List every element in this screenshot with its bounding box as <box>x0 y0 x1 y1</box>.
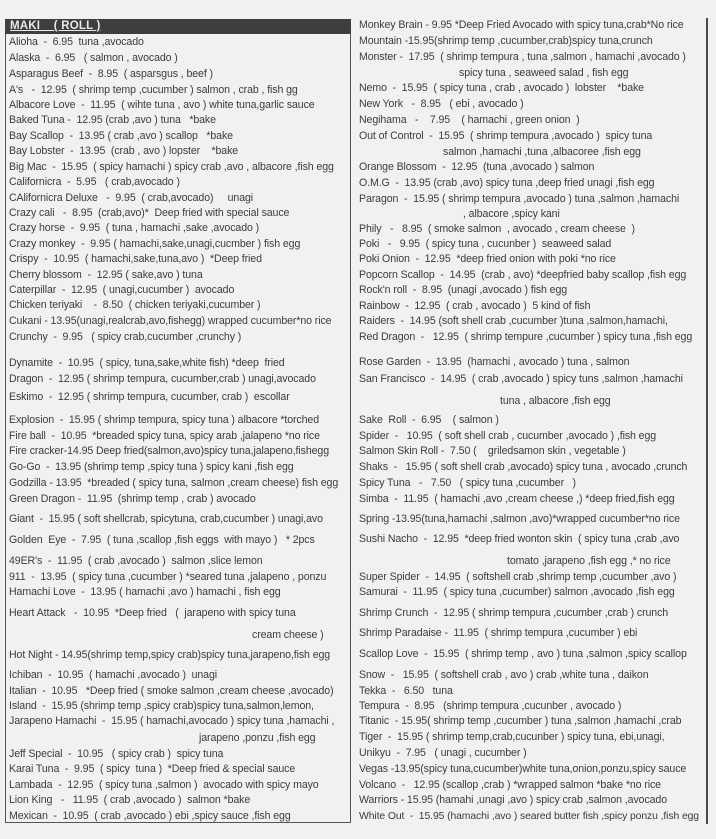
menu-item: Titanic - 15.95( shrimp temp ,cucumber ) tuna ,salmon ,hamachi ,crab <box>359 715 682 727</box>
menu-item-continuation: , albacore ,spicy kani <box>463 208 560 220</box>
menu-item: Fire cracker-14.95 Deep fried(salmon,avo)spicy tuna,jalapeno,fishegg <box>9 445 330 457</box>
menu-item: Giant - 15.95 ( soft shellcrab, spicytuna, crab,cucumber ) unagi,avo <box>9 513 323 525</box>
menu-item: Spicy Tuna - 7.50 ( spicy tuna ,cucumber ) <box>359 477 576 489</box>
menu-item: Unikyu - 7.95 ( unagi , cucumber ) <box>359 747 527 759</box>
menu-item: Out of Control - 15.95 ( shrimp tempura ,avocado ) spicy tuna <box>359 130 653 142</box>
menu-item: Italian - 10.95 *Deep fried ( smoke salmon ,cream cheese ,avocado) <box>9 685 334 697</box>
menu-item: Crazy monkey - 9.95 ( hamachi,sake,unagi,cucmber ) fish egg <box>9 238 301 250</box>
menu-item: Bay Lobster - 13.95 (crab , avo ) lopster *bake <box>9 145 239 157</box>
menu-item: 911 - 13.95 ( spicy tuna ,cucumber ) *seared tuna ,jalapeno , ponzu <box>9 571 327 583</box>
menu-item: Popcorn Scallop - 14.95 (crab , avo) *deepfried baby scallop ,fish egg <box>359 269 687 281</box>
menu-item: Fire ball - 10.95 *breaded spicy tuna, spicy arab ,jalapeno *no rice <box>9 430 320 442</box>
menu-item: White Out - 15.95 (hamachi ,avo ) seared butter fish ,spicy ponzu ,fish egg <box>359 811 699 822</box>
menu-item: Super Spider - 14.95 ( softshell crab ,shrimp temp ,cucumber ,avo ) <box>359 571 677 583</box>
menu-item: Crispy - 10.95 ( hamachi,sake,tuna,avo ) *Deep fried <box>9 253 262 265</box>
menu-item: Hot Night - 14.95(shrimp temp,spicy crab)spicy tuna,jarapeno,fish egg <box>9 649 331 661</box>
menu-item: Godzilla - 13.95 *breaded ( spicy tuna, salmon ,cream cheese) fish egg <box>9 477 339 489</box>
menu-item: Tempura - 8.95 (shrimp tempura ,cucunber , avocado ) <box>359 700 622 712</box>
menu-item: Green Dragon - 11.95 (shrimp temp , crab ) avocado <box>9 493 256 505</box>
menu-item: Simba - 11.95 ( hamachi ,avo ,cream cheese ,) *deep fried,fish egg <box>359 493 675 505</box>
menu-item: Tiger - 15.95 ( shrimp temp,crab,cucunber ) spicy tuna, ebi,unagi, <box>359 731 665 743</box>
menu-item: Salmon Skin Roll - 7.50 ( griledsamon skin , vegetable ) <box>359 445 626 457</box>
menu-item: Vegas -13.95(spicy tuna,cucumber)white tuna,onion,ponzu,spicy sauce <box>359 763 687 775</box>
menu-item: Snow - 15.95 ( softshell crab , avo ) crab ,white tuna , daikon <box>359 669 649 681</box>
menu-item: Karai Tuna - 9.95 ( spicy tuna ) *Deep fried & special sauce <box>9 763 296 775</box>
menu-item: Poki - 9.95 ( spicy tuna , cucunber ) seaweed salad <box>359 238 612 250</box>
menu-item: Chicken teriyaki - 8.50 ( chicken teriyaki,cucumber ) <box>9 299 261 311</box>
menu-item: San Francisco - 14.95 ( crab ,avocado ) spicy tuns ,salmon ,hamachi <box>359 373 683 385</box>
menu-item: Nemo - 15.95 ( spicy tuna , crab , avocado ) lobster *bake <box>359 82 644 94</box>
menu-item: Shrimp Paradaise - 11.95 ( shrimp tempura ,cucumber ) ebi <box>359 627 638 639</box>
menu-item: Paragon - 15.95 ( shrimp tempura ,avocado ) tuna ,salmon ,hamachi <box>359 193 680 205</box>
menu-item: Albacore Love - 11.95 ( wihte tuna , avo ) white tuna,garlic sauce <box>9 99 315 111</box>
menu-item: Mountain -15.95(shrimp temp ,cucumber,crab)spicy tuna,crunch <box>359 35 653 47</box>
menu-item: Bay Scallop - 13.95 ( crab ,avo ) scallop *bake <box>9 130 233 142</box>
menu-item: O.M.G - 13.95 (crab ,avo) spicy tuna ,deep fried unagi ,fish egg <box>359 177 655 189</box>
menu-item: Tekka - 6.50 tuna <box>359 685 453 697</box>
menu-item: Samurai - 11.95 ( spicy tuna ,cucumber) salmon ,avocado ,fish egg <box>359 586 675 598</box>
menu-item-continuation: jarapeno ,ponzu ,fish egg <box>199 732 316 744</box>
menu-item: Caterpillar - 12.95 ( unagi,cucumber ) avocado <box>9 284 235 296</box>
menu-item: Warriors - 15.95 (hamahi ,unagi ,avo ) spicy crab ,salmon ,avocado <box>359 794 668 806</box>
menu-item: CAlifornicra Deluxe - 9.95 ( crab,avocado) unagi <box>9 192 254 204</box>
menu-item: Phily - 8.95 ( smoke salmon , avocado , cream cheese ) <box>359 223 635 235</box>
menu-item-continuation: tuna , albacore ,fish egg <box>500 395 611 407</box>
menu-item: Spring -13.95(tuna,hamachi ,salmon ,avo)*wrapped cucumber*no rice <box>359 513 680 525</box>
menu-item: Ichiban - 10.95 ( hamachi ,avocado ) unagi <box>9 669 217 681</box>
menu-item: Hamachi Love - 13.95 ( hamachi ,avo ) hamachi , fish egg <box>9 586 281 598</box>
menu-item: Mexican - 10.95 ( crab ,avocado ) ebi ,spicy sauce ,fish egg <box>9 810 291 822</box>
menu-item: Sushi Nacho - 12.95 *deep fried wonton skin ( spicy tuna ,crab ,avo <box>359 533 680 545</box>
menu-item: 49ER's - 11.95 ( crab ,avocado ) salmon ,slice lemon <box>9 555 263 567</box>
menu-item: Heart Attack - 10.95 *Deep fried ( jarapeno with spicy tuna <box>9 607 296 619</box>
menu-item: Monkey Brain - 9.95 *Deep Fried Avocado with spicy tuna,crab*No rice <box>359 19 684 31</box>
menu-item: Lion King - 11.95 ( crab ,avocado ) salmon *bake <box>9 794 251 806</box>
menu-item: Orange Blossom - 12.95 (tuna ,avocado ) salmon <box>359 161 595 173</box>
menu-item: Crazy horse - 9.95 ( tuna , hamachi ,sake ,avocado ) <box>9 222 260 234</box>
menu-item: Negihama - 7.95 ( hamachi , green onion ) <box>359 114 580 126</box>
menu-item: Dragon - 12.95 ( shrimp tempura, cucumber,crab ) unagi,avocado <box>9 373 316 385</box>
menu-item: Jeff Special - 10.95 ( spicy crab ) spicy tuna <box>9 748 224 760</box>
menu-item: Raiders - 14.95 (soft shell crab ,cucumber )tuna ,salmon,hamachi, <box>359 315 668 327</box>
menu-item: New York - 8.95 ( ebi , avocado ) <box>359 98 524 110</box>
menu-item: Shaks - 15.95 ( soft shell crab ,avocado) spicy tuna , avocado ,crunch <box>359 461 688 473</box>
menu-item: Baked Tuna - 12.95 (crab ,avo ) tuna *bake <box>9 114 216 126</box>
menu-item: Crazy cali - 8.95 (crab,avo)* Deep fried with special sauce <box>9 207 290 219</box>
menu-item: Jarapeno Hamachi - 15.95 ( hamachi,avocado ) spicy tuna ,hamachi , <box>9 715 335 727</box>
menu-item: Sake Roll - 6.95 ( salmon ) <box>359 414 499 426</box>
menu-item: Shrimp Crunch - 12.95 ( shrimp tempura ,cucumber ,crab ) crunch <box>359 607 669 619</box>
menu-item: Rose Garden - 13.95 (hamachi , avocado ) tuna , salmon <box>359 356 630 368</box>
menu-item: Rainbow - 12.95 ( crab , avocado ) 5 kind of fish <box>359 300 591 312</box>
menu-item: Poki Onion - 12.95 *deep fried onion with poki *no rice <box>359 253 616 265</box>
menu-item-continuation: cream cheese ) <box>252 629 324 641</box>
menu-item: Cukani - 13.95(unagi,realcrab,avo,fishegg) wrapped cucumber*no rice <box>9 315 332 327</box>
menu-item: Rock'n roll - 8.95 (unagi ,avocado ) fish egg <box>359 284 568 296</box>
menu-item: Dynamite - 10.95 ( spicy, tuna,sake,white fish) *deep fried <box>9 357 285 369</box>
menu-item-continuation: salmon ,hamachi ,tuna ,albacoree ,fish egg <box>443 146 641 158</box>
menu-item: Go-Go - 13.95 (shrimp temp ,spicy tuna ) spicy kani ,fish egg <box>9 461 294 473</box>
menu-item: Lambada - 12.95 ( spicy tuna ,salmon ) avocado with spicy mayo <box>9 779 319 791</box>
menu-item: Red Dragon - 12.95 ( shrimp tempure ,cucumber ) spicy tuna ,fish egg <box>359 331 693 343</box>
menu-item: A's - 12.95 ( shrimp temp ,cucumber ) salmon , crab , fish gg <box>9 84 298 96</box>
menu-item: Explosion - 15.95 ( shrimp tempura, spicy tuna ) albacore *torched <box>9 414 319 426</box>
menu-item: Californicra - 5.95 ( crab,avocado ) <box>9 176 180 188</box>
menu-item: Spider - 10.95 ( soft shell crab , cucumber ,avocado ) ,fish egg <box>359 430 657 442</box>
menu-item: Eskimo - 12.95 ( shrimp tempura, cucumber, crab ) escollar <box>9 391 290 403</box>
menu-item: Asparagus Beef - 8.95 ( asparsgus , beef ) <box>9 68 213 80</box>
menu-item: Scallop Love - 15.95 ( shrimp temp , avo ) tuna ,salmon ,spicy scallop <box>359 648 687 660</box>
menu-item: Island - 15.95 (shrimp temp ,spicy crab)spicy tuna,salmon,lemon, <box>9 700 314 712</box>
menu-item-continuation: tomato ,jarapeno ,fish egg ,* no rice <box>507 555 671 567</box>
menu-item: Cherry blossom - 12.95 ( sake,avo ) tuna <box>9 269 203 281</box>
section-title: MAKI ( ROLL ) <box>10 20 101 32</box>
right-column-border <box>706 18 708 824</box>
menu-item: Volcano - 12.95 (scallop ,crab ) *wrapped salmon *bake *no rice <box>359 779 661 791</box>
menu-item: Alaska - 6.95 ( salmon , avocado ) <box>9 52 178 64</box>
menu-item: Alioha - 6.95 tuna ,avocado <box>9 36 144 48</box>
menu-item: Crunchy - 9.95 ( spicy crab,cucumber ,crunchy ) <box>9 331 242 343</box>
menu-item: Big Mac - 15.95 ( spicy hamachi ) spicy crab ,avo , albacore ,fish egg <box>9 161 334 173</box>
menu-item-continuation: spicy tuna , seaweed salad , fish egg <box>459 67 629 79</box>
menu-item: Monster - 17.95 ( shrimp tempura , tuna ,salmon , hamachi ,avocado ) <box>359 51 686 63</box>
menu-item: Golden Eye - 7.95 ( tuna ,scallop ,fish eggs with mayo ) * 2pcs <box>9 534 315 546</box>
